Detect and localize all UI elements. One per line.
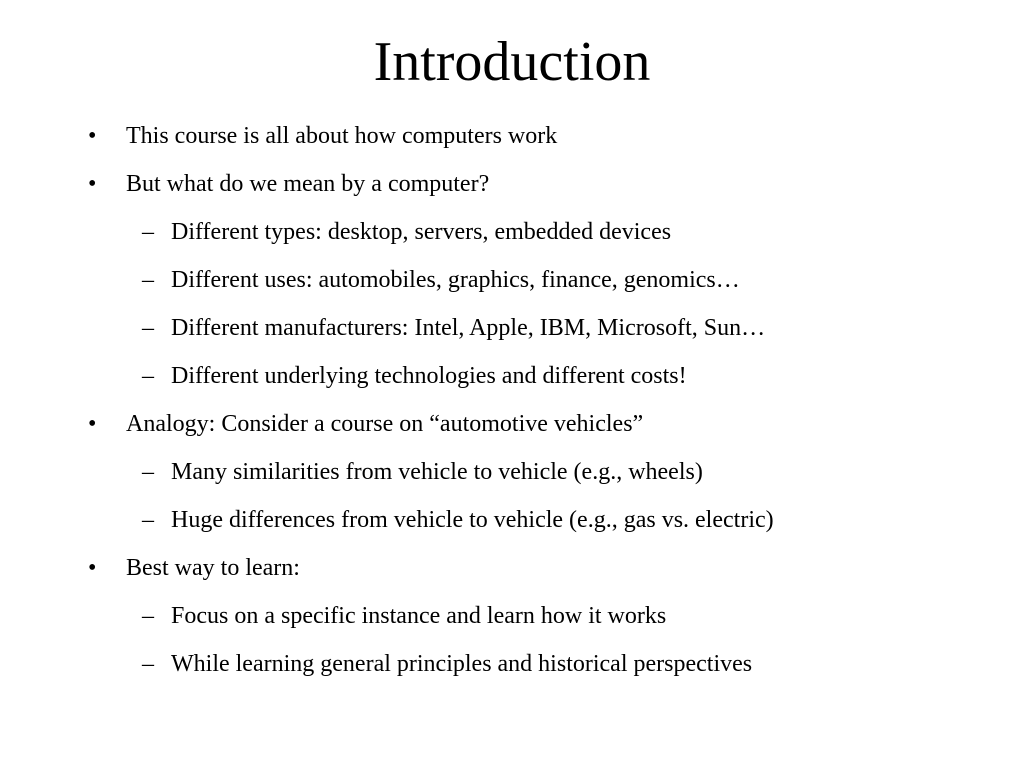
bullet-item xyxy=(0,116,1024,164)
sub-bullet-marker: – xyxy=(142,651,154,677)
slide-title: Introduction xyxy=(373,31,651,93)
bullet-text: This course is all about how computers work xyxy=(126,123,558,149)
sub-bullet-item xyxy=(0,260,1024,308)
sub-bullet-marker: – xyxy=(142,507,154,533)
sub-bullet-marker: – xyxy=(142,603,154,629)
bullet-item xyxy=(0,548,1024,596)
bullet-marker: • xyxy=(88,411,97,437)
sub-bullet-text: Different manufacturers: Intel, Apple, IBM, Microsoft, Sun… xyxy=(171,315,766,341)
bullet-marker: • xyxy=(88,171,97,197)
bullet-text: But what do we mean by a computer? xyxy=(126,171,490,197)
sub-bullet-text: Different types: desktop, servers, embedded devices xyxy=(171,219,672,245)
sub-bullet-item xyxy=(0,308,1024,356)
sub-bullet-item xyxy=(0,644,1024,692)
sub-bullet-item xyxy=(0,356,1024,404)
sub-bullet-marker: – xyxy=(142,267,154,293)
bullet-list xyxy=(0,116,1024,692)
sub-bullet-item xyxy=(0,500,1024,548)
bullet-item xyxy=(0,404,1024,452)
sub-bullet-text: Huge differences from vehicle to vehicle (e.g., gas vs. electric) xyxy=(171,507,774,533)
sub-bullet-text: Many similarities from vehicle to vehicle (e.g., wheels) xyxy=(171,459,703,485)
sub-bullet-text: Focus on a specific instance and learn how it works xyxy=(171,603,667,629)
bullet-marker: • xyxy=(88,555,97,581)
sub-bullet-text: Different underlying technologies and different costs! xyxy=(171,363,687,389)
sub-bullet-item xyxy=(0,596,1024,644)
sub-bullet-marker: – xyxy=(142,459,154,485)
sub-bullet-text: Different uses: automobiles, graphics, finance, genomics… xyxy=(171,267,740,293)
bullet-text: Analogy: Consider a course on “automotive vehicles” xyxy=(126,411,644,437)
bullet-marker: • xyxy=(88,123,97,149)
sub-bullet-marker: – xyxy=(142,315,154,341)
sub-bullet-marker: – xyxy=(142,219,154,245)
sub-bullet-item xyxy=(0,452,1024,500)
sub-bullet-text: While learning general principles and historical perspectives xyxy=(171,651,753,677)
bullet-item xyxy=(0,164,1024,212)
sub-bullet-marker: – xyxy=(142,363,154,389)
bullet-text: Best way to learn: xyxy=(126,555,300,581)
sub-bullet-item xyxy=(0,212,1024,260)
